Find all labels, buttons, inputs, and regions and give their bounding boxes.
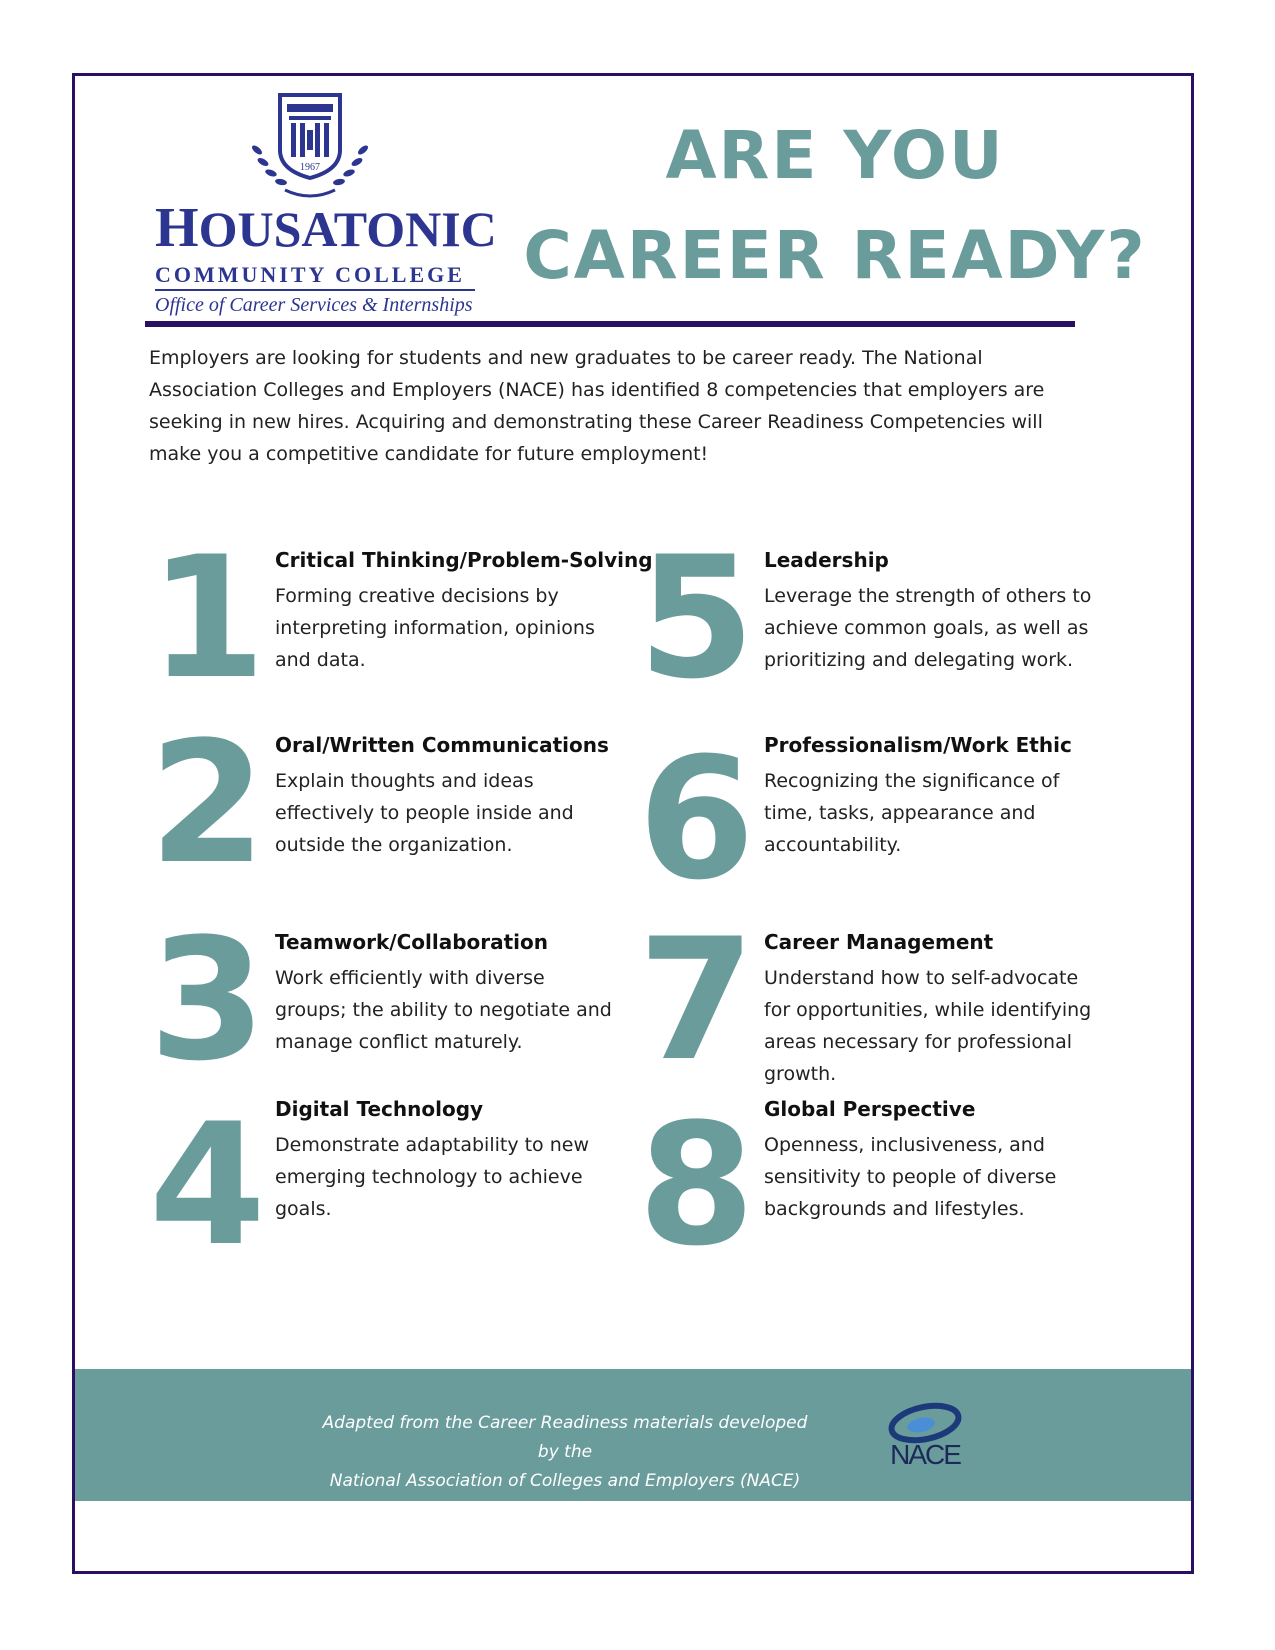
competency-title: Global Perspective: [764, 1097, 976, 1121]
competency-number: 4: [149, 1087, 266, 1283]
college-name: [155, 197, 497, 259]
footer-line-1: Adapted from the Career Readiness materials developed by the: [322, 1413, 808, 1462]
competency-item: [638, 520, 1118, 718]
college-seal-icon: [235, 90, 385, 208]
competency-description: Demonstrate adaptability to new emerging technology to achieve goals.: [275, 1134, 589, 1220]
competency-number: 5: [638, 520, 755, 716]
competency-description: Understand how to self-advocate for opportunities, while identifying areas necessary for professional growth.: [764, 967, 1092, 1085]
college-name-initial: H: [155, 197, 199, 259]
competency-item: [149, 902, 629, 1100]
footer-credit: [315, 1409, 815, 1496]
competency-title: Teamwork/Collaboration: [275, 930, 549, 954]
competency-title: Digital Technology: [275, 1097, 484, 1121]
nace-wordmark: NACE: [890, 1439, 960, 1470]
competency-item: [149, 1087, 629, 1283]
office-name: Office of Career Services & Internships: [155, 294, 473, 316]
competency-description: Explain thoughts and ideas effectively to people inside and outside the organization.: [275, 770, 574, 856]
page-frame: [72, 73, 1194, 1574]
competency-item: [149, 520, 653, 718]
seal-year: 1967: [300, 162, 320, 173]
competency-description: Forming creative decisions by interpreting information, opinions and data.: [275, 585, 595, 671]
competency-title: Leadership: [764, 548, 889, 572]
competency-description: Openness, inclusiveness, and sensitivity to people of diverse backgrounds and lifestyles.: [764, 1134, 1057, 1220]
competency-description: Leverage the strength of others to achieve common goals, as well as prioritizing and delegating work.: [764, 585, 1092, 671]
college-subtitle: COMMUNITY COLLEGE: [155, 262, 475, 291]
competency-number: 7: [638, 902, 755, 1098]
competency-title: Professionalism/Work Ethic: [764, 733, 1072, 757]
competency-title: Oral/Written Communications: [275, 733, 609, 757]
competency-item: [149, 705, 629, 903]
intro-paragraph: Employers are looking for students and new graduates to be career ready. The National Association Colleges and Employers (NACE) has identified 8 competencies that employers are seeking in new hires. Acquiring and demonstrating these Career Readiness Competencies will make you a competitive candidate for future employment!: [149, 347, 1045, 465]
college-name-rest: OUSATONIC: [198, 201, 497, 257]
page-title: [495, 106, 1175, 306]
college-logo: [155, 90, 497, 316]
footer-banner: [75, 1369, 1191, 1501]
nace-swoosh-icon: [875, 1399, 975, 1444]
competency-number: 6: [638, 721, 755, 917]
footer-line-2: National Association of Colleges and Employers (NACE): [329, 1471, 801, 1491]
competency-number: 3: [149, 902, 266, 1098]
title-line-2: CAREER READY?: [523, 217, 1147, 294]
competency-description: Work efficiently with diverse groups; the ability to negotiate and manage conflict maturely.: [275, 967, 612, 1053]
competency-number: 1: [149, 520, 266, 716]
competency-number: 8: [638, 1087, 755, 1283]
competency-item: [638, 902, 1118, 1100]
title-line-1: ARE YOU: [665, 117, 1005, 194]
competency-description: Recognizing the significance of time, tasks, appearance and accountability.: [764, 770, 1060, 856]
nace-logo: [875, 1399, 975, 1474]
competency-number: 2: [149, 705, 266, 901]
competency-title: Critical Thinking/Problem-Solving: [275, 548, 653, 572]
competency-item: [638, 721, 1118, 917]
competency-title: Career Management: [764, 930, 994, 954]
divider: [145, 321, 1075, 327]
competency-item: [638, 1087, 1118, 1283]
